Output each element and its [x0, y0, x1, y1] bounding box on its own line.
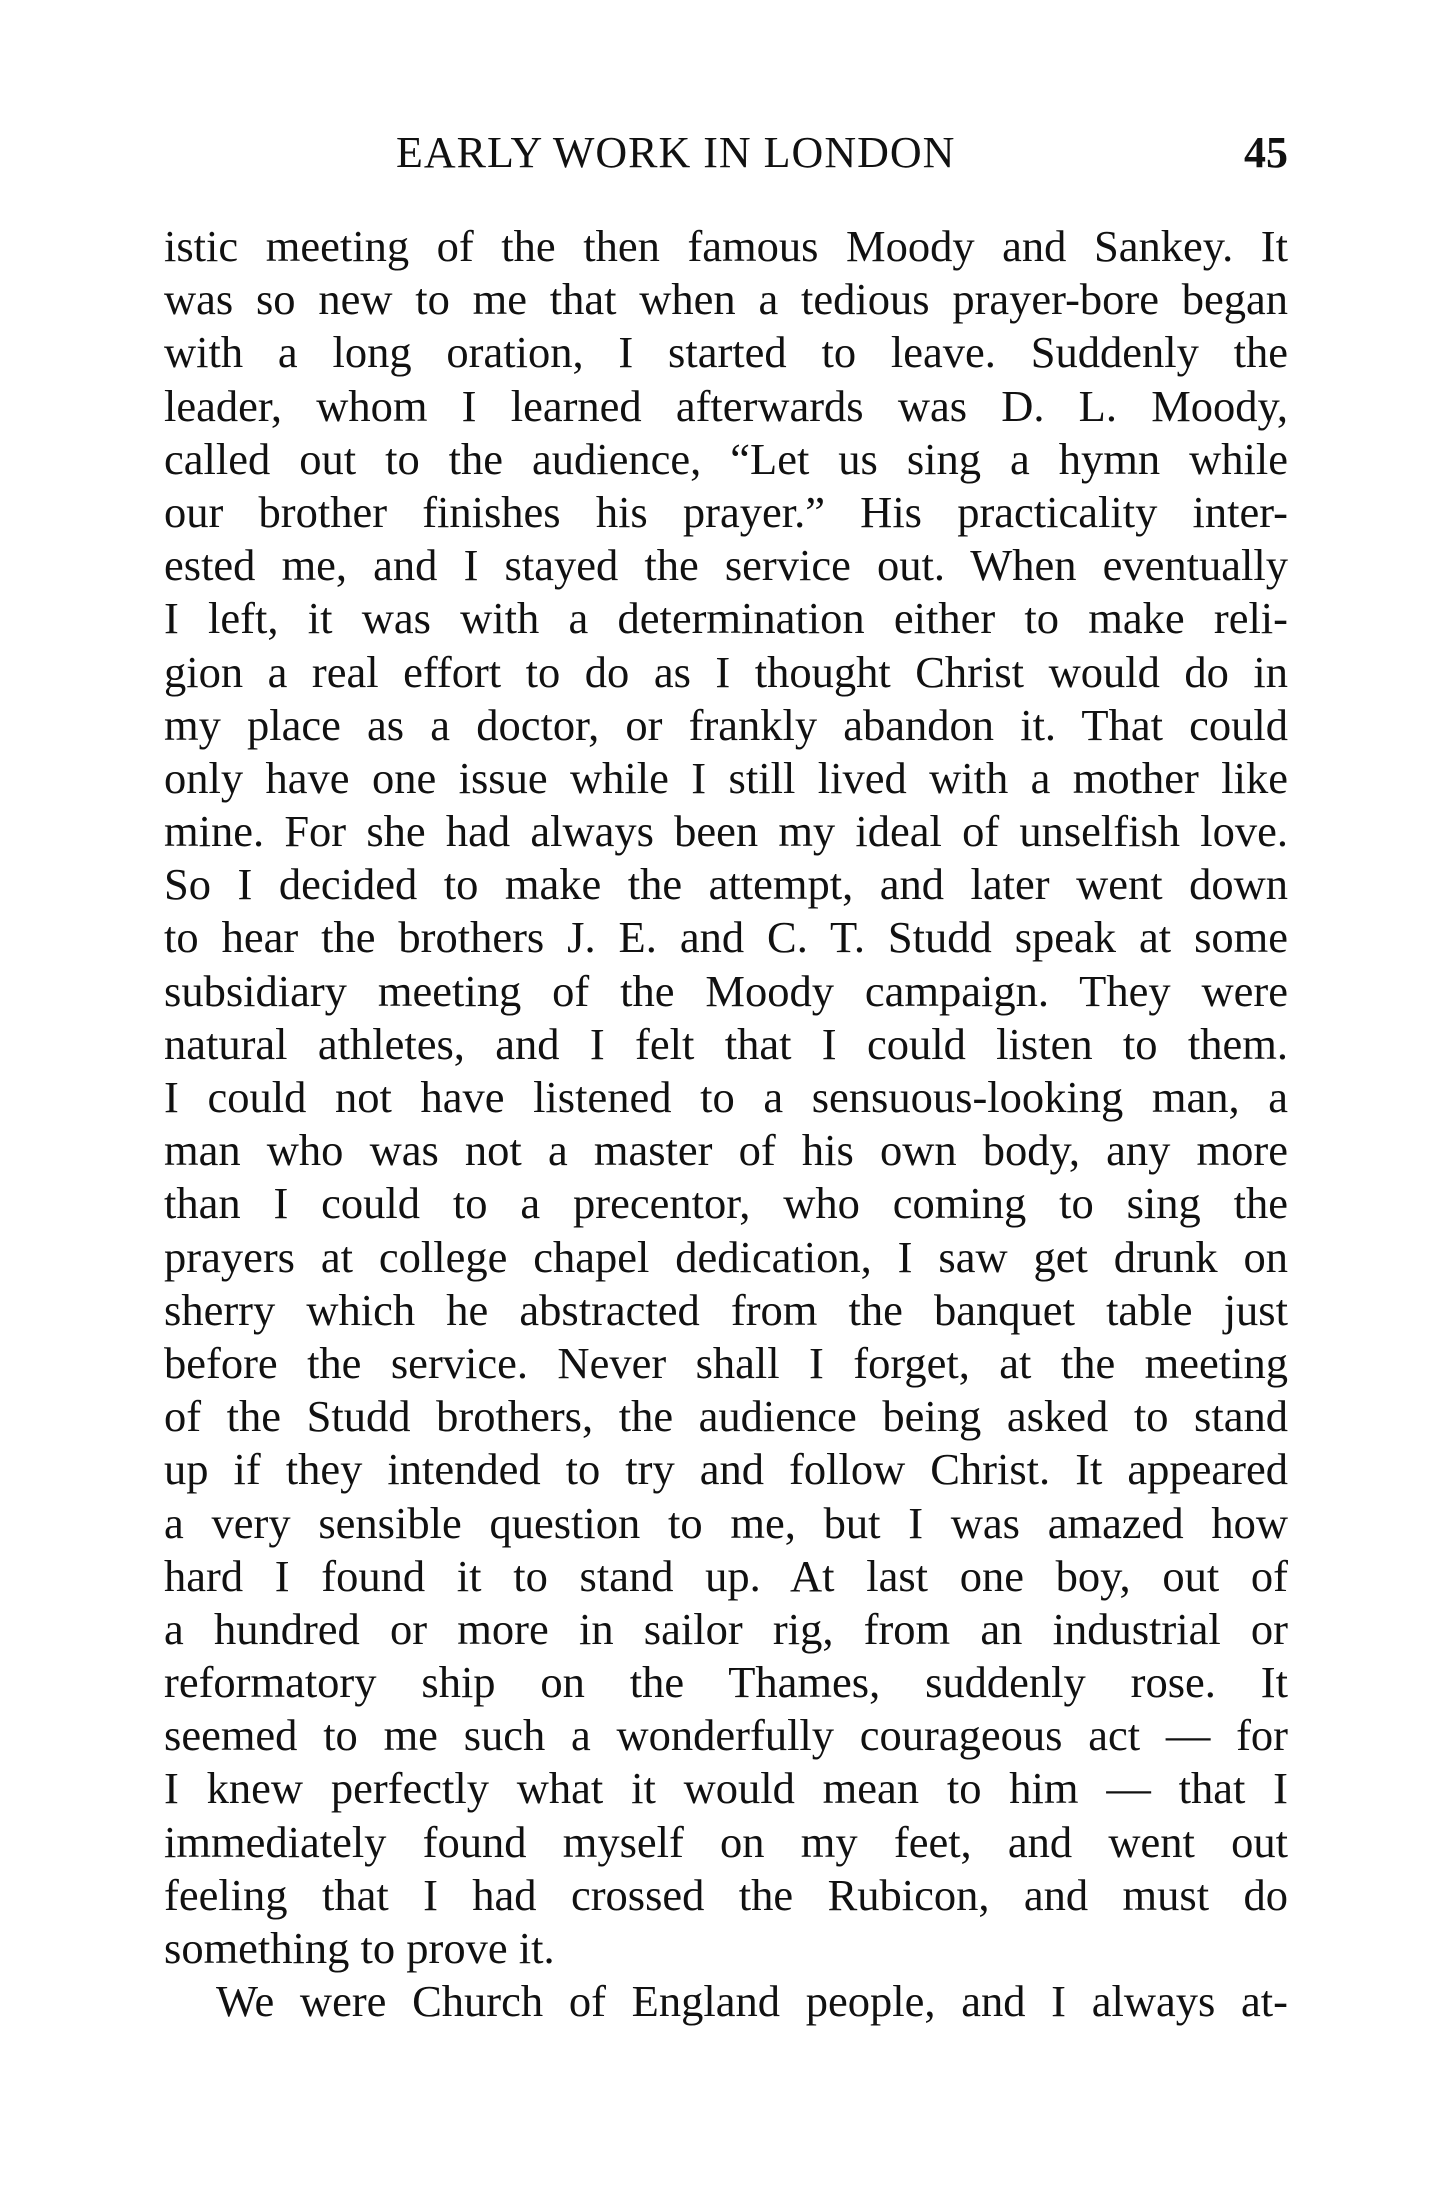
text-line: istic meeting of the then famous Moody and Sankey. It: [164, 221, 1288, 271]
text-line: a hundred or more in sailor rig, from an industrial or: [164, 1603, 1288, 1654]
text-line: So I decided to make the attempt, and later went down: [164, 859, 1288, 910]
paragraph-start-line: We were Church of England people, and I always at-: [216, 1976, 1288, 2027]
text-line: immediately found myself on my feet, and went out: [164, 1816, 1288, 1867]
text-line: sherry which he abstracted from the banquet table just: [164, 1284, 1288, 1335]
text-line: to hear the brothers J. E. and C. T. Studd speak at some: [164, 912, 1288, 963]
paragraph-end-line: something to prove it.: [164, 1923, 555, 1973]
text-line: mine. For she had always been my ideal of unselfish love.: [164, 806, 1288, 857]
page-number: 45: [1244, 128, 1288, 177]
text-line: ested me, and I stayed the service out. When eventually: [164, 540, 1288, 591]
text-line: gion a real effort to do as I thought Christ would do in: [164, 646, 1288, 697]
text-line: my place as a doctor, or frankly abandon it. That could: [164, 699, 1288, 750]
text-line: feeling that I had crossed the Rubicon, and must do: [164, 1869, 1288, 1920]
text-line: of the Studd brothers, the audience being asked to stand: [164, 1391, 1288, 1442]
text-line: hard I found it to stand up. At last one boy, out of: [164, 1550, 1288, 1601]
running-title: EARLY WORK IN LONDON: [396, 128, 956, 177]
text-line: man who was not a master of his own body, any more: [164, 1125, 1288, 1176]
text-line: our brother finishes his prayer.” His practicality inter-: [164, 486, 1288, 537]
text-line: with a long oration, I started to leave. Suddenly the: [164, 327, 1288, 378]
text-line: I could not have listened to a sensuous-looking man, a: [164, 1072, 1288, 1122]
text-line: than I could to a precentor, who coming to sing the: [164, 1178, 1288, 1229]
text-line: natural athletes, and I felt that I could listen to them.: [164, 1018, 1288, 1069]
body-text: [164, 220, 1288, 2028]
text-line: a very sensible question to me, but I was amazed how: [164, 1497, 1288, 1548]
text-line: called out to the audience, “Let us sing a hymn while: [164, 433, 1288, 484]
text-line: only have one issue while I still lived with a mother like: [164, 752, 1288, 803]
running-head: [164, 118, 1288, 188]
text-line: was so new to me that when a tedious prayer-bore began: [164, 274, 1288, 325]
text-line: prayers at college chapel dedication, I saw get drunk on: [164, 1231, 1288, 1282]
text-line: up if they intended to try and follow Christ. It appeared: [164, 1444, 1288, 1495]
text-line: I knew perfectly what it would mean to him — that I: [164, 1763, 1288, 1814]
text-line: I left, it was with a determination either to make reli-: [164, 593, 1288, 644]
text-line: leader, whom I learned afterwards was D. L. Moody,: [164, 380, 1288, 431]
text-line: seemed to me such a wonderfully courageous act — for: [164, 1710, 1288, 1761]
text-line: before the service. Never shall I forget, at the meeting: [164, 1337, 1288, 1388]
text-line: reformatory ship on the Thames, suddenly rose. It: [164, 1657, 1288, 1708]
text-line: subsidiary meeting of the Moody campaign. They were: [164, 965, 1288, 1016]
